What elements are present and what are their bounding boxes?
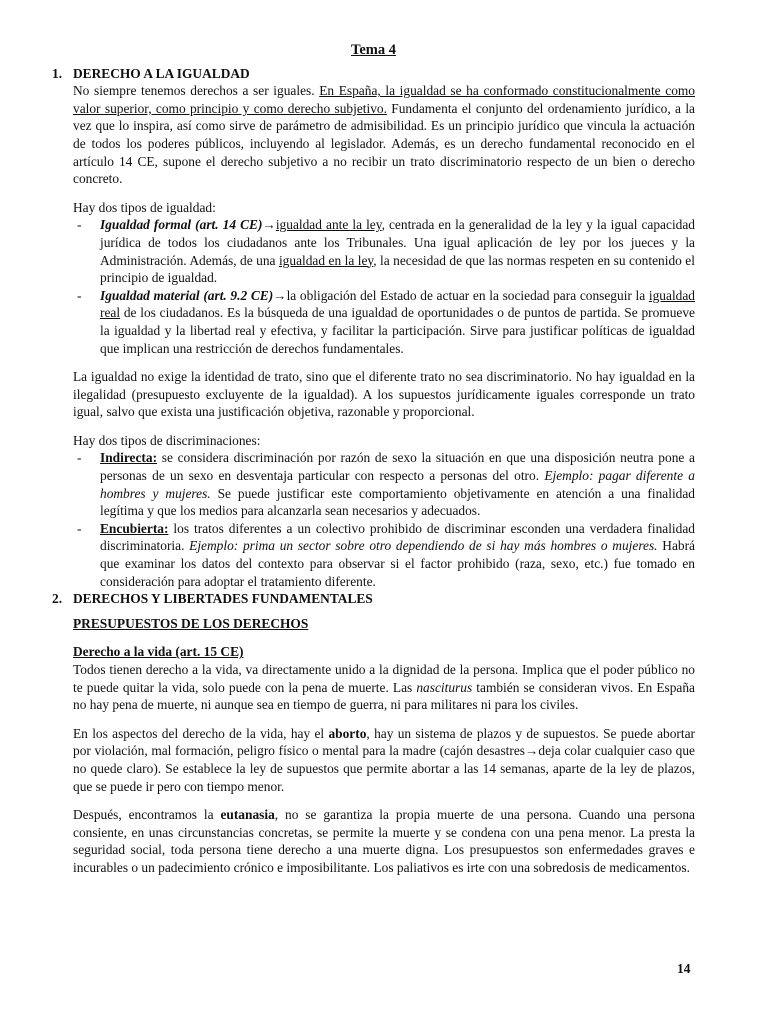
text-run: se considera discriminación por razón de sexo la situación en que una disposición neutra pone a personas de un sexo en desventaja particular con respecto a personas del otro.	[100, 450, 695, 484]
text-run: Después, encontramos la	[73, 807, 221, 823]
document-page	[52, 42, 695, 877]
vida-heading: Derecho a la vida (art. 15 CE)	[73, 644, 244, 660]
text-run: Todos tienen derecho a la vida, va directamente unido a la dignidad de la persona. Implica que el poder público no te puede quitar la vida, solo puede con la pena de muerte. Las	[73, 662, 695, 695]
bold-term: eutanasia	[220, 807, 275, 823]
arrow-icon: →	[262, 217, 276, 233]
page-number: 14	[677, 961, 691, 976]
item-label: Igualdad formal (art. 14 CE)	[100, 217, 263, 233]
text-run: , la necesidad de que las normas respeten en su contenido el principio de igualdad.	[100, 252, 695, 286]
text-run: de los ciudadanos. Es la búsqueda de una igualdad de oportunidades o de puntos de partida. Se promueve la igualdad y la libertad real y efectiva, y facilitar la participación. Sirve para justificar políticas de igualdad que implican una restricción de derechos fundamentales.	[100, 305, 695, 356]
discrimination-intro: Hay dos tipos de discriminaciones:	[73, 432, 261, 448]
underlined-text: igualdad ante la ley	[275, 217, 382, 233]
section-1-body	[73, 82, 695, 590]
section-1-number: 1.	[52, 65, 63, 81]
text-run: la obligación del Estado de actuar en la sociedad para conseguir la	[286, 287, 649, 303]
types-intro: Hay dos tipos de igualdad:	[73, 199, 216, 215]
text-run: Se puede justificar este comportamiento objetivamente en atención a una finalidad legítima y que los medios para alcanzarla sean necesarios y adecuados.	[100, 485, 695, 519]
text-run: , no se garantiza la propia muerte de una persona. Cuando una persona consiente, en unas circunstancias concretas, se permite la muerte y se condena con una pena menor. La presta la seguridad social, toda persona tiene derecho a una muerte digna. Los presupuestos son enfermedades graves e incurables o un padecimiento crónico e imposibilitante. Los paliativos es irte con una sobredosis de medicamentos.	[73, 807, 695, 875]
text-run: No siempre tenemos derechos a ser iguales.	[73, 83, 320, 99]
aborto-paragraph	[73, 725, 695, 795]
text-run: , hay un sistema de plazos y de supuestos. Se puede abortar por violación, mal formación, peligro físico o mental para la madre (cajón desastres→deja colar cualquier caso que no quede claro). Se establece la ley de supuestos que permite abortar a las 14 semanas, aparte de la ley de plazos, que se puede ir pero con tiempo menor.	[73, 725, 696, 794]
text-run: , centrada en la generalidad de la ley y la igual capacidad jurídica de todos los ciudadanos ante los Tribunales. Una igual aplicación de ley por los jueces y la Administración. Además, de una	[100, 217, 695, 268]
page-title: Tema 4	[351, 42, 396, 58]
section-1-heading	[52, 65, 695, 83]
text-run: también se consideran vivos. En España no hay pena de muerte, ni aunque sea en tiempo de guerra, ni para militares ni para los civiles.	[73, 679, 695, 713]
bullet-dash: -	[77, 287, 82, 303]
section-2-number: 2.	[52, 591, 63, 607]
example-text: Ejemplo: prima un sector sobre otro dependiendo de si hay más hombres o mujeres.	[189, 538, 658, 554]
bold-term: aborto	[328, 725, 367, 741]
text-run: Habrá que examinar los datos del contexto para observar si el factor prohibido (raza, sexo, etc.) fue tomado en consideración para adoptar el tratamiento diferente.	[100, 538, 696, 589]
text-run: Fundamenta el conjunto del ordenamiento jurídico, a la vez que lo inspira, así como sirve de parámetro de admisibilidad. Es un principio jurídico que vincula la actuación de todos los poderes públicos, incluyendo al legislador. Además, es un derecho fundamental reconocido en el artículo 14 CE, supone el derecho subjetivo a no recibir un trato discriminatorio respecto de un bien o derecho concreto.	[73, 100, 695, 187]
example-text: Ejemplo: pagar diferente a hombres y mujeres.	[100, 468, 695, 501]
section-2-title: DERECHOS Y LIBERTADES FUNDAMENTALES	[73, 591, 373, 607]
item-label: Igualdad material (art. 9.2 CE)	[100, 287, 274, 303]
italic-term: nasciturus	[416, 679, 473, 695]
list-item-formal	[73, 216, 695, 286]
bullet-dash: -	[77, 450, 82, 466]
vida-paragraph	[73, 661, 695, 714]
intro-paragraph	[73, 82, 695, 188]
section-1-title: DERECHO A LA IGUALDAD	[73, 65, 250, 81]
list-item-encubierta	[73, 520, 695, 590]
underlined-text: igualdad real	[100, 287, 695, 321]
eutanasia-paragraph	[73, 806, 695, 876]
arrow-icon: →	[273, 287, 287, 303]
equality-paragraph: La igualdad no exige la identidad de trato, sino que el diferente trato no sea discriminatorio. No hay igualdad en la ilegalidad (presupuesto excluyente de la igualdad). A los supuestos jurídicamente iguales corresponde un trato igual, salvo que exista una justificación objetiva, razonable y proporcional.	[73, 369, 695, 420]
bullet-dash: -	[77, 217, 82, 233]
section-2-body	[73, 608, 695, 877]
bullet-dash: -	[77, 520, 82, 536]
list-item-material	[73, 287, 695, 357]
subsection-heading: PRESUPUESTOS DE LOS DERECHOS	[73, 615, 309, 631]
underlined-text: En España, la igualdad se ha conformado constitucionalmente como valor superior, como principio y como derecho subjetivo.	[73, 83, 695, 116]
underlined-text: igualdad en la ley	[278, 252, 374, 268]
section-2-heading	[52, 590, 695, 608]
item-label: Indirecta:	[100, 450, 158, 466]
item-label: Encubierta:	[100, 520, 169, 536]
text-run: En los aspectos del derecho de la vida, hay el	[73, 725, 329, 741]
text-run: los tratos diferentes a un colectivo prohibido de discriminar esconden una verdadera finalidad discriminatoria.	[100, 520, 695, 554]
list-item-indirecta	[73, 449, 695, 519]
